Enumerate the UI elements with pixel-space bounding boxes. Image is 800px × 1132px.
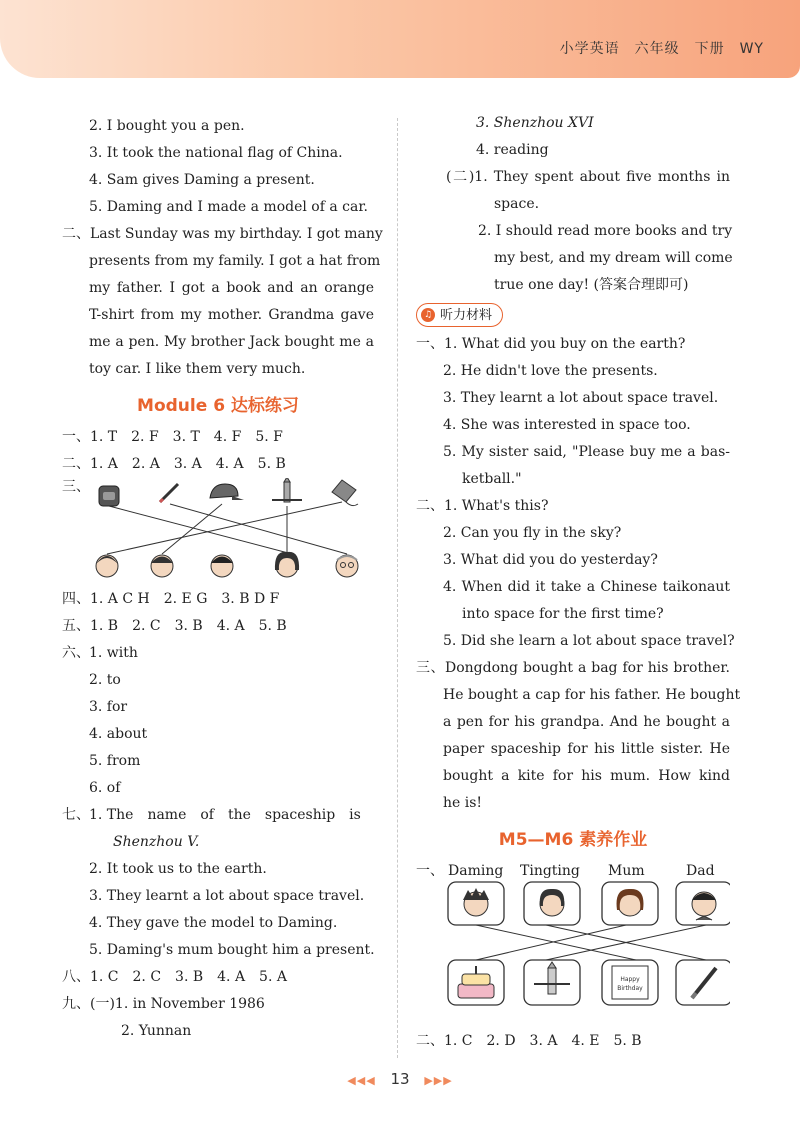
answer-line: 2. to	[89, 672, 121, 688]
gift-matching-diagram	[416, 880, 730, 1025]
answer-line: 6. of	[89, 780, 121, 796]
answer-line: 4. reading	[476, 142, 549, 158]
name-daming: Daming	[448, 863, 504, 879]
text-line: my father. I got a book and an orange	[89, 280, 374, 296]
pen-icon	[160, 484, 178, 502]
script-line: 二、1. What's this?	[416, 498, 549, 514]
matching-diagram	[62, 478, 374, 586]
script-line: 5. Did she learn a lot about space travel?	[443, 633, 735, 649]
cap-icon	[210, 484, 244, 500]
right-column	[416, 110, 741, 1055]
name-tingting: Tingting	[520, 863, 580, 879]
answer-line: 1. The name of the spaceship is	[89, 807, 361, 823]
script-line: 一、1. What did you buy on the earth?	[416, 336, 686, 352]
m5-m6-title: M5—M6 素养作业	[498, 830, 648, 850]
text-line: 2. I bought you a pen.	[89, 118, 245, 134]
grandpa-avatar-icon	[336, 555, 358, 577]
answer-line: 3. They learnt a lot about space travel.	[89, 888, 365, 904]
next-arrows-icon: ▶▶▶	[424, 1074, 453, 1087]
card-text-line2: Birthday	[617, 985, 643, 992]
script-line: 三、Dongdong bought a bag for his brother.	[416, 660, 730, 676]
text-line: me a pen. My brother Jack bought me a	[89, 334, 374, 350]
answer-line: Shenzhou V.	[113, 834, 200, 850]
script-line: 3. They learnt a lot about space travel.	[443, 390, 719, 406]
answer-line: 5. from	[89, 753, 141, 769]
answer-line: 2. It took us to the earth.	[89, 861, 267, 877]
answer-line: 二、1. C 2. D 3. A 4. E 5. B	[416, 1033, 642, 1049]
woman-avatar-icon	[275, 552, 299, 577]
answer-line: (二)1. They spent about five months in	[446, 169, 730, 185]
headphones-icon: ♫	[421, 308, 435, 322]
answer-line: 4. about	[89, 726, 148, 742]
page-number: 13	[390, 1070, 410, 1088]
prev-arrows-icon: ◀◀◀	[347, 1074, 376, 1087]
column-divider	[397, 118, 398, 1058]
answer-line: 4. They gave the model to Daming.	[89, 915, 338, 931]
script-line: ketball."	[462, 471, 522, 487]
text-line: 3. It took the national flag of China.	[89, 145, 343, 161]
section-label: 一、	[416, 863, 444, 879]
answer-line: 5. Daming's mum bought him a present.	[89, 942, 375, 958]
text-line: T-shirt from my mother. Grandma gave	[89, 307, 374, 323]
script-line: He bought a cap for his father. He bought	[443, 687, 741, 703]
daming-face-icon	[463, 888, 489, 916]
script-line: 2. Can you fly in the sky?	[443, 525, 622, 541]
script-line: 4. She was interested in space too.	[443, 417, 691, 433]
text-line: 5. Daming and I made a model of a car.	[89, 199, 368, 215]
text-line: 4. Sam gives Daming a present.	[89, 172, 315, 188]
module-title: Module 6 达标练习	[137, 396, 299, 416]
mum-face-icon	[617, 889, 644, 916]
script-line: 2. He didn't love the presents.	[443, 363, 658, 379]
answer-line: 1. with	[89, 645, 138, 661]
answer-line: 四、1. A C H 2. E G 3. B D F	[62, 591, 280, 607]
answer-line: 3. for	[89, 699, 128, 715]
girl-avatar-icon	[96, 555, 118, 577]
name-mum: Mum	[608, 863, 645, 879]
script-line: 5. My sister said, "Please buy me a bas-	[443, 444, 730, 460]
left-column: 2. I bought you a pen. 3. It took the national flag of China. 4. Sam gives Daming a present. 5. Daming and I made a model of a car. 二、Last Sunday was my birthday. I got many presents from my family. I got a hat from my father. I got a book and an orange T-shirt from my mother. Grandma gave me a pen. My brother Jack bought me a toy car. I like them very much. Module 6 达标练习 一、1. T 2. F 3. T 4. F 5. F 二、1. A 2. A 3. A 4. A 5. B 三、 四、1. A C H 2. E G 3. B D F 五、1. B 2. C 3. B 4. A 5. B 六、 1. with 2. to 3. for 4. about 5. from 6. of 七、 1. The name of the spaceship is Shenzhou V. 2. It took us to the earth. 3. They learnt a lot about space travel. 4. They gave the model to Daming. 5. Daming's mum bought him a present. 八、1. C 2. C 3. B 4. A 5. A 九、(一)1. in November 1986 2. Yunnan	[62, 113, 374, 1045]
script-line: paper spaceship for his little sister. He	[443, 741, 730, 757]
answer-line: 八、1. C 2. C 3. B 4. A 5. A	[62, 969, 287, 985]
answer-line: 2. I should read more books and try	[478, 223, 733, 239]
listening-tag	[416, 303, 503, 327]
bag-icon	[99, 486, 119, 506]
script-line: a pen for his grandpa. And he bought a	[443, 714, 730, 730]
answer-line: 五、1. B 2. C 3. B 4. A 5. B	[62, 618, 287, 634]
listening-tag-label: 听力材料	[440, 307, 493, 323]
birthday-card-icon	[612, 966, 648, 999]
text-line: 二、Last Sunday was my birthday. I got many	[62, 226, 383, 242]
text-line: presents from my family. I got a hat from	[89, 253, 381, 269]
header-subject: 小学英语 六年级 下册 WY	[559, 41, 764, 57]
script-line: bought a kite for his mum. How kind	[443, 768, 730, 784]
matching-exercise	[62, 478, 374, 586]
answer-line: true one day! (答案合理即可)	[494, 277, 689, 293]
kite-icon	[332, 480, 358, 506]
answer-line: 2. Yunnan	[121, 1023, 192, 1039]
script-line: 3. What did you do yesterday?	[443, 552, 658, 568]
script-line: 4. When did it take a Chinese taikonaut	[443, 579, 730, 595]
text-line: toy car. I like them very much.	[89, 361, 306, 377]
script-line: into space for the first time?	[462, 606, 664, 622]
answer-line: 九、(一)1. in November 1986	[62, 996, 265, 1012]
tingting-face-icon	[540, 889, 565, 916]
card-text-line1: Happy	[620, 976, 640, 983]
script-line: he is!	[443, 795, 483, 811]
people-gift-matching	[416, 858, 730, 1028]
boy-avatar-icon	[151, 555, 173, 577]
section-label: 三、	[62, 479, 90, 495]
page-footer	[0, 1070, 800, 1088]
spaceship-icon	[272, 478, 302, 502]
answer-line: my best, and my dream will come	[494, 250, 733, 266]
answer-line: 3. Shenzhou XVI	[476, 115, 594, 131]
answer-line: 一、1. T 2. F 3. T 4. F 5. F	[62, 429, 283, 445]
answer-line: space.	[494, 196, 540, 212]
name-dad: Dad	[686, 863, 715, 879]
boy2-avatar-icon	[211, 555, 233, 577]
answer-line: 二、1. A 2. A 3. A 4. A 5. B	[62, 456, 286, 472]
